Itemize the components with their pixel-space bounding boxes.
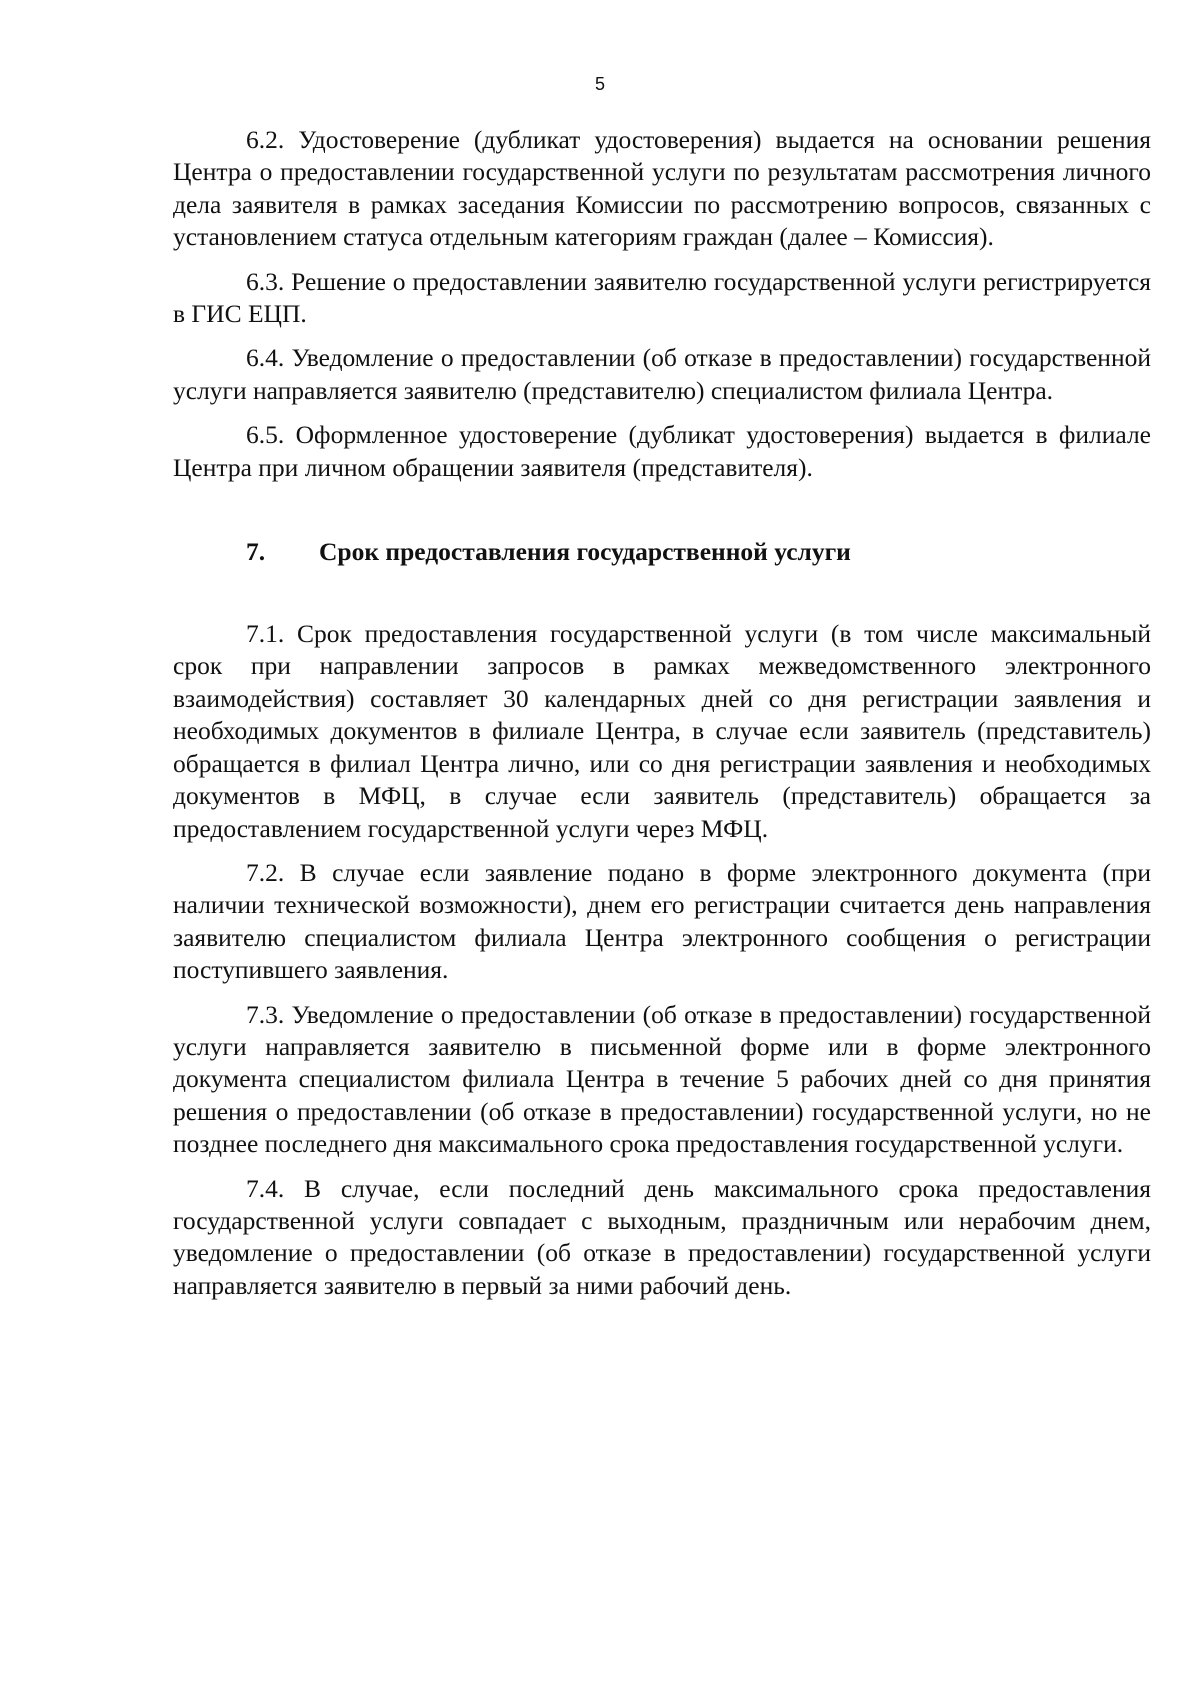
paragraph-6-3 xyxy=(173,266,1151,331)
paragraph-number: 7.4. xyxy=(246,1173,285,1203)
paragraph-6-4 xyxy=(173,342,1151,407)
paragraph-number: 6.5. xyxy=(246,420,285,450)
paragraph-number: 7.3. xyxy=(246,999,285,1029)
paragraph-number: 6.4. xyxy=(246,343,285,373)
paragraph-number: 6.3. xyxy=(246,266,285,296)
paragraph-text: В случае если заявление подано в форме электронного документа (при наличии технической возможности), днем его регистрации считается день направления заявителю специалистом филиала Центра электронного сообщения о регистрации поступившего заявления. xyxy=(173,857,1152,985)
paragraph-7-3 xyxy=(173,999,1151,1161)
paragraph-text: Уведомление о предоставлении (об отказе в предоставлении) государственной услуги направляется заявителю (представителю) специалистом филиала Центра. xyxy=(173,343,1151,405)
page-number: 5 xyxy=(594,74,605,94)
paragraph-text: В случае, если последний день максимального срока предоставления государственной услуги совпадает с выходным, праздничным или нерабочим днем, уведомление о предоставлении (об отказе в предоставлении) государственной услуги направляется заявителю в первый за ними рабочий день. xyxy=(173,1173,1151,1300)
paragraph-text: Решение о предоставлении заявителю государственной услуги регистрируется в ГИС ЕЦП. xyxy=(173,266,1151,329)
section-title: Срок предоставления государственной услуги xyxy=(319,537,851,567)
paragraph-text: Удостоверение (дубликат удостоверения) выдается на основании решения Центра о предоставлении государственной услуги по результатам рассмотрения личного дела заявителя в рамках заседания Комиссии по рассмотрению вопросов, связанных с установлением статуса отдельным категориям граждан (далее – Комиссия). xyxy=(173,125,1151,252)
paragraph-text: Срок предоставления государственной услуги (в том числе максимальный срок при направлении запросов в рамках межведомственного электронного взаимодействия) составляет 30 календарных дней со дня регистрации заявления и необходимых документов в филиале Центра, в случае если заявитель (представитель) обращается в филиал Центра лично, или со дня регистрации заявления и необходимых документов в МФЦ, в случае если заявитель (представитель) обращается за предоставлением государственной услуги через МФЦ. xyxy=(173,619,1151,843)
paragraph-6-5 xyxy=(173,419,1151,484)
paragraph-7-2 xyxy=(173,857,1151,987)
document-body xyxy=(173,124,1151,1314)
section-number: 7. xyxy=(246,537,266,567)
paragraph-text: Уведомление о предоставлении (об отказе в предоставлении) государственной услуги направляется заявителю в письменной форме или в форме электронного документа специалистом филиала Центра в течение 5 рабочих дней со дня принятия решения о предоставлении (об отказе в предоставлении) государственной услуги, но не позднее последнего дня максимального срока предоставления государственной услуги. xyxy=(173,999,1151,1159)
paragraph-number: 6.2. xyxy=(246,125,285,154)
section-heading xyxy=(173,536,1151,568)
paragraph-number: 7.2. xyxy=(246,857,285,887)
paragraph-text: Оформленное удостоверение (дубликат удостоверения) выдается в филиале Центра при личном обращении заявителя (представителя). xyxy=(173,420,1151,482)
paragraph-6-2 xyxy=(173,124,1151,254)
paragraph-7-4 xyxy=(173,1173,1151,1303)
paragraph-number: 7.1. xyxy=(246,619,285,649)
paragraph-7-1 xyxy=(173,618,1151,845)
